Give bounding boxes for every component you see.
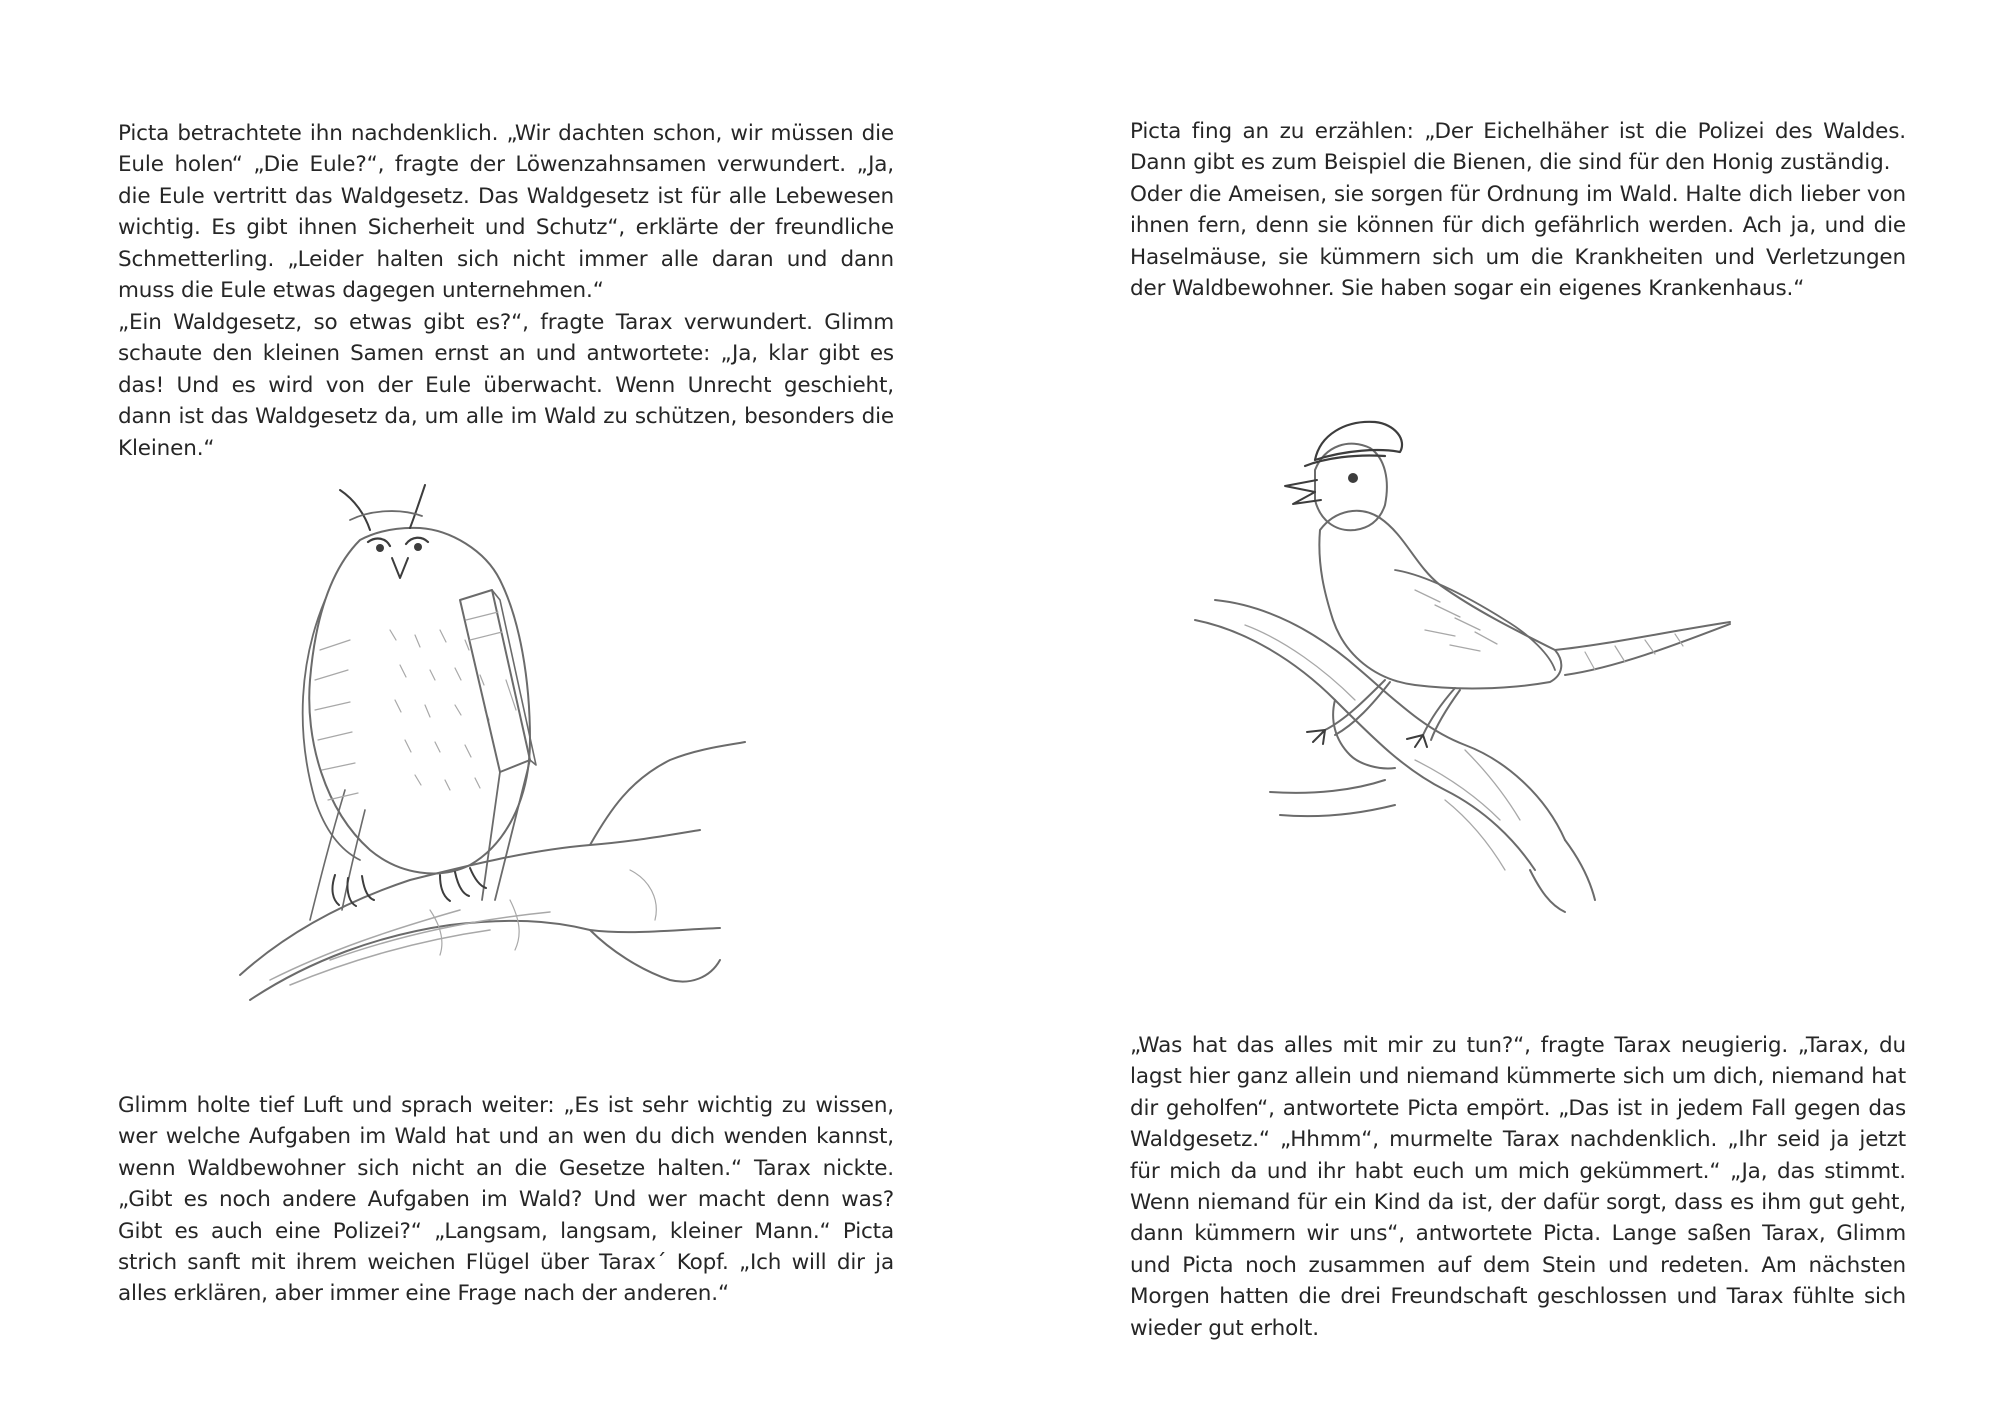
right-page [1000,0,2000,1414]
right-paragraph-3: „Was hat das alles mit mir zu tun?“, fragte Tarax neugierig. „Tarax, du lagst hier ganz allein und niemand kümmerte sich um dich, niemand hat dir geholfen“, antwortete Picta empört. „Das ist in jedem Fall gegen das Waldgesetz.“ „Hhmm“, murmelte Tarax nachdenklich. „Ihr seid ja jetzt für mich da und ihr habt euch um mich gekümmert.“ „Ja, das stimmt. Wenn niemand für ein Kind da ist, der dafür sorgt, dass es ihm gut geht, dann kümmern wir uns“, antwortete Picta. Lange saßen Tarax, Glimm und Picta noch zusammen auf dem Stein und redeten. Am nächsten Morgen hatten die drei Freundschaft geschlossen und Tarax fühlte sich wieder gut erholt. [1130,1033,1906,1341]
jay-illustration [1185,400,1835,920]
right-paragraph-1: Picta fing an zu erzählen: „Der Eichelhäher ist die Polizei des Waldes. Dann gibt es zum Beispiel die Bienen, die sind für den Honig zuständig. [1130,119,1906,176]
left-paragraph-2: „Ein Waldgesetz, so etwas gibt es?“, fragte Tarax verwundert. Glimm schaute den kleinen Samen ernst an und antwortete: „Ja, klar gibt es das! Und es wird von der Eule überwacht. Wenn Unrecht geschieht, dann ist das Waldgesetz da, um alle im Wald zu schützen, besonders die Kleinen.“ [118,310,894,461]
right-paragraph-2: Oder die Ameisen, sie sorgen für Ordnung im Wald. Halte dich lieber von ihnen fern, denn sie können für dich gefährlich werden. Ach ja, und die Haselmäuse, sie kümmern sich um die Krankheiten und Verletzungen der Waldbewohner. Sie haben sogar ein eigenes Krankenhaus.“ [1130,182,1906,302]
left-paragraph-3: Glimm holte tief Luft und sprach weiter: „Es ist sehr wichtig zu wissen, wer welche Aufgaben im Wald hat und an wen du dich wenden kannst, wenn Waldbewohner sich nicht an die Gesetze halten.“ Tarax nickte. „Gibt es noch andere Aufgaben im Wald? Und wer macht denn was? Gibt es auch eine Polizei?“ „Langsam, langsam, kleiner Mann.“ Picta strich sanft mit ihrem weichen Flügel über Tarax´ Kopf. „Ich will dir ja alles erklären, aber immer eine Frage nach der anderen.“ [118,1093,894,1307]
left-paragraph-1: Picta betrachtete ihn nachdenklich. „Wir dachten schon, wir müssen die Eule holen“ „Die Eule?“, fragte der Löwenzahnsamen verwundert. „Ja, die Eule vertritt das Waldgesetz. Das Waldgesetz ist für alle Lebewesen wichtig. Es gibt ihnen Sicherheit und Schutz“, erklärte der freundliche Schmetterling. „Leider halten sich nicht immer alle daran und dann muss die Eule etwas dagegen unternehmen.“ [118,121,894,304]
owl-illustration [230,480,750,1040]
